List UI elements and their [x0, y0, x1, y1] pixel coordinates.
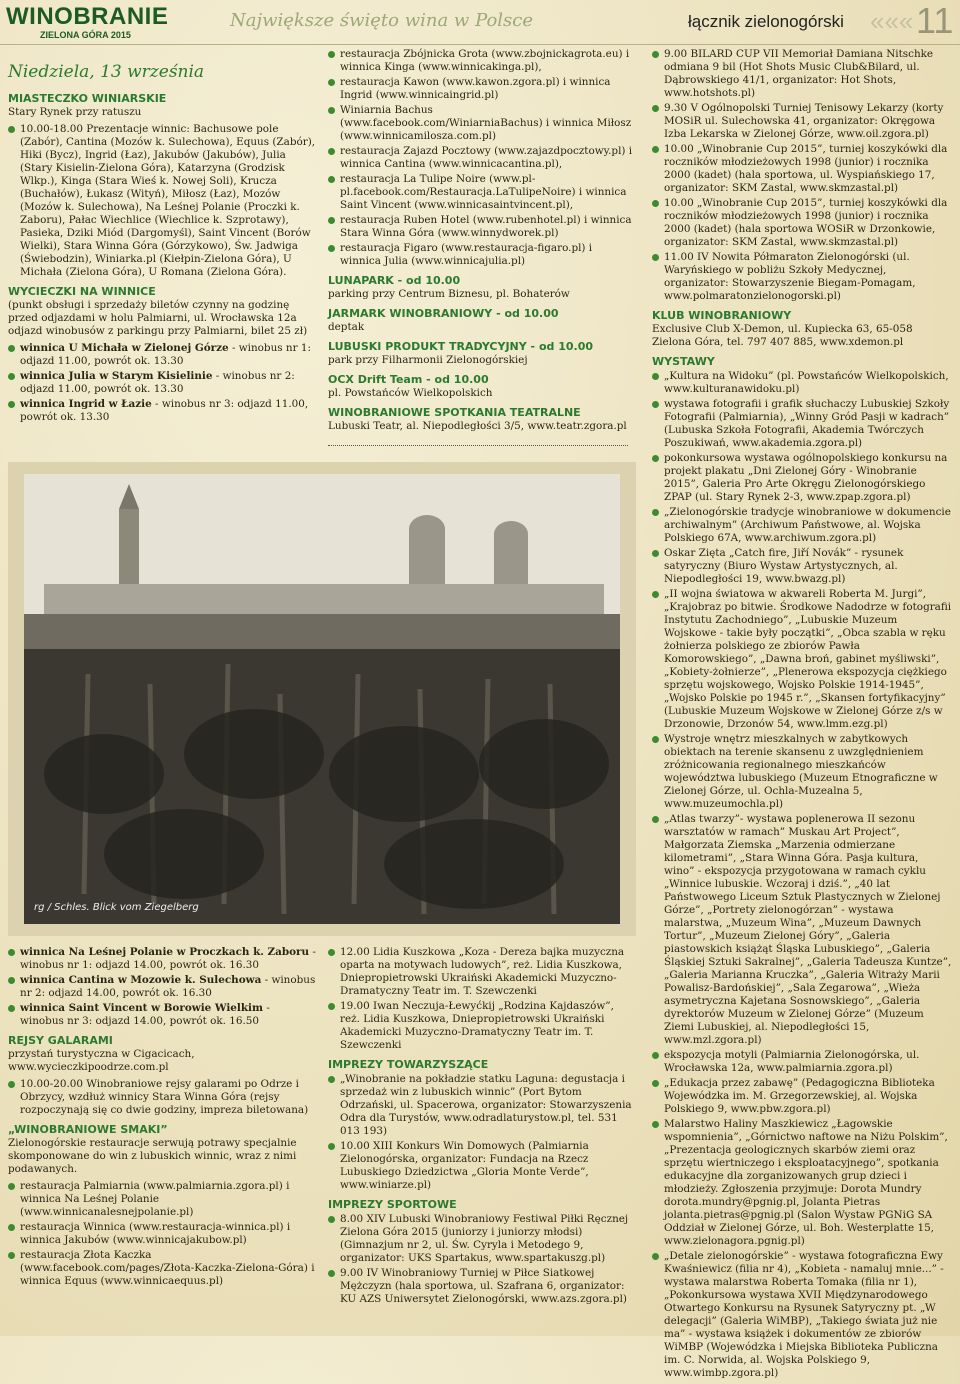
- page-number: 11: [916, 0, 954, 41]
- list-item: „Winobranie na pokładzie statku Laguna: degustacja i sprzedaż win z lubuskich winnic” (Port Bytom Odrzański, ul. Spacerowa, organizator: Stowarzyszenia Odra dla Turystów, www.odradlaturystow.pl, tel. 531 013 193): [328, 1073, 636, 1138]
- section-title: WYCIECZKI NA WINNICE: [8, 285, 156, 298]
- list-item: winnica Julia w Starym Kisielinie - winobus nr 2: odjazd 11.00, powrót ok. 13.30: [8, 370, 316, 396]
- tour-list: [8, 342, 316, 424]
- list-item: 10.00 „Winobranie Cup 2015”, turniej koszykówki dla roczników młodzieżowych 1998 (junior) i rocznika 2000 (kadet) (hala sportowa WOSiR w Drzonkowie, organizator: SKM Zastal, www.skmzastal.pl): [652, 197, 952, 249]
- section-description: (punkt obsługi i sprzedaży biletów czynny na godzinę przed odjazdami w holu Palmiarni, ul. Wrocławska 12a odjazd winobusów z parkingu przy Palmiarni, bilet 25 zł): [8, 299, 308, 337]
- section-text: Zielonogórskie restauracje serwują potrawy specjalnie skomponowane do win z lubuskich winnic, wraz z nimi podawanych.: [8, 1137, 297, 1175]
- tour-list-continued: [8, 946, 316, 1028]
- section-text: deptak: [328, 321, 365, 333]
- section-text: pl. Powstańców Wielkopolskich: [328, 387, 493, 399]
- section-text: Lubuski Teatr, al. Niepodległości 3/5, www.teatr.zgora.pl: [328, 420, 627, 432]
- dotted-divider: [328, 437, 628, 446]
- list-item: Malarstwo Haliny Maszkiewicz „Łagowskie wspomnienia”, „Górnictwo naftowe na Niżu Polskim”, „Prezentacja geologicznych skarbów ziemi oraz sprzętu wiertniczego i eksploatacyjnego”, spotkania edukacyjne dla zorganizowanych grup dzieci i młodzieży. Zgłoszenia przyjmuje: Dorota Mundry dorota.mundry@pgnig.pl, Jolanta Pietras jolanta.pietras@pgnig.pl (Salon Wystaw PGNiG SA Oddział w Zielonej Górze, ul. Boh. Westerplatte 15, www.zielonagora.pgnig.pl): [652, 1118, 952, 1248]
- section-title: LUBUSKI PRODUKT TRADYCYJNY - od 10.00: [328, 340, 594, 353]
- column-2: [328, 46, 636, 452]
- section-text: Exclusive Club X-Demon, ul. Kupiecka 63, 65-058 Zielona Góra, tel. 797 407 885, www.xdemon.pl: [652, 323, 913, 348]
- list-item: restauracja La Tulipe Noire (www.pl-pl.facebook.com/Restauracja.LaTulipeNoire) i winnica Saint Vincent (www.winnicasaintvincent.pl),: [328, 173, 636, 212]
- list-item: pokonkursowa wystawa ogólnopolskiego konkursu na projekt plakatu „Dni Zielonej Góry - Winobranie 2015”, Galeria Pro Arte Okręgu Zielonogórskiego ZPAP (ul. Stary Rynek 2-3, www.zpap.zgora.pl): [652, 452, 952, 504]
- list-item: restauracja Ruben Hotel (www.rubenhotel.pl) i winnica Stara Winna Góra (www.winnydworek.pl): [328, 214, 636, 240]
- list-item: wystawa fotografii i grafik słuchaczy Lubuskiej Szkoły Fotografii (Palmiarnia), „Winny Gród Pasji w kadrach” (Lubuska Szkoła Fotografii, Akademia Twórczych Poszukiwań, www.akademia.zgora.pl): [652, 398, 952, 450]
- exhibition-list: [652, 370, 952, 1380]
- list-item: 10.00-18.00 Prezentacje winnic: Bachusowe pole (Zabór), Cantina (Mozów k. Sulechowa), Equus (Zabór), Hiki (Bycz), Ingrid (Łaz), Jakubów (Jakubów), Julia (Stary Kisielin-Zielona Góra), Katarzyna (Grodzisk Wlkp.), Kinga (Stara Wieś k. Nowej Soli), Krucza (Buchałów), Łukasz (Wityń), Miłosz (Łaz), Mozów (Mozów k. Sulechowa), Na Leśnej Polanie (Proczki k. Zaboru), Pałac Wiechlice (Wiechlice k. Szprotawy), Pasieka, Dziki Miód (Dargomyśl), Saint Vincent (Borów Wielki), Stara Winna Góra (Górzykowo), Św. Jadwiga (Świebodzin), Winiarka.pl (Kiełpin-Zielona Góra), U Michała (Zielona Góra), U Romana (Zielona Góra).: [8, 123, 316, 279]
- sport-events-list: [328, 1213, 636, 1306]
- list-item: Winiarnia Bachus (www.facebook.com/WiniarniaBachus) i winnica Miłosz (www.winnicamilosza.com.pl): [328, 104, 636, 143]
- list-item: 12.00 Lidia Kuszkowa „Koza - Dereza bajka muzyczna oparta na motywach ludowych”, reż. Lidia Kuszkowa, Dniepropietrowski Ukraiński Akademicki Muzyczno-Dramatyczny Teatr im. T. Szewczenki: [328, 946, 636, 998]
- list-item: 10.00 „Winobranie Cup 2015”, turniej koszykówki dla roczników młodzieżowych 1998 (junior) i rocznika 2000 (kadet) (hala sportowa, ul. Wyspiańskiego 17, organizator: SKM Zastal, www.skmzastal.pl): [652, 143, 952, 195]
- list-item: 9.00 IV Winobraniowy Turniej w Piłce Siatkowej Mężczyzn (hala sportowa, ul. Szafrana 6, organizator: KU AZS Uniwersytet Zielonogórski, www.azs.zgora.pl): [328, 1267, 636, 1306]
- theatre-list: [328, 946, 636, 1052]
- slogan: Największe święto wina w Polsce: [230, 10, 534, 31]
- list-item: „Zielonogórskie tradycje winobraniowe w dokumencie archiwalnym” (Archiwum Państwowe, al. Wojska Polskiego 67A, www.archiwum.zgora.pl): [652, 506, 952, 545]
- section-title: MIASTECZKO WINIARSKIE: [8, 92, 167, 105]
- list-item: 19.00 Iwan Neczuja-Łewyćkij „Rodzina Kajdaszów”, reż. Lidia Kuszkowa, Dniepropietrowski Ukraiński Akademicki Muzyczno-Dramatyczny Teatr im. T. Szewczenki: [328, 1000, 636, 1052]
- section-title: WINOBRANIOWE SPOTKANIA TEATRALNE: [328, 406, 581, 419]
- section-title: IMPREZY TOWARZYSZĄCE: [328, 1058, 489, 1071]
- page-header: [0, 0, 960, 44]
- section-title: WYSTAWY: [652, 355, 715, 368]
- list-item: restauracja Kawon (www.kawon.zgora.pl) i winnica Ingrid (www.winnicaingrid.pl): [328, 76, 636, 102]
- newspaper-name: łącznik zielonogórski: [688, 12, 844, 31]
- list-item: Oskar Zięta „Catch fire, Jiří Novák” - rysunek satyryczny (Biuro Wystaw Artystycznych, al. Niepodległości 19, www.bwazg.pl): [652, 547, 952, 586]
- list-item: restauracja Winnica (www.restauracja-winnica.pl) i winnica Jakubów (www.winnicajakubow.pl): [8, 1221, 316, 1247]
- event-list: [8, 123, 316, 279]
- winobranie-logo: WINOBRANIE: [6, 3, 169, 30]
- section-text: przystań turystyczna w Cigacicach, www.wycieczkipoodrze.com.pl: [8, 1048, 195, 1073]
- list-item: restauracja Zajazd Pocztowy (www.zajazdpocztowy.pl) i winnica Cantina (www.winnicacantina.pl),: [328, 145, 636, 171]
- section-title: LUNAPARK - od 10.00: [328, 274, 461, 287]
- list-item: 8.00 XIV Lubuski Winobraniowy Festiwal Piłki Ręcznej Zielona Góra 2015 (juniorzy i juniorzy młodsi) (Gimnazjum nr 2, ul. Św. Cyryla i Metodego 9, organizator: UKS Spartakus, www.spartakuszg.pl): [328, 1213, 636, 1265]
- list-item: 10.00-20.00 Winobraniowe rejsy galarami po Odrze i Obrzycy, wzdłuż winnicy Stara Winna Góra (rejsy rozpoczynają się co dwie godziny, impreza biletowana): [8, 1078, 316, 1117]
- list-item: „Detale zielonogórskie” - wystawa fotograficzna Ewy Kwaśniewicz (filia nr 4), „Kobieta - namaluj mnie...” - wystawa malarstwa Roberta Tomaka (filia nr 1), „Pokonkursowa wystawa XVII Międzynarodowego Otwartego Konkursu na Rysunek Satyryczny pt. „W delegacji” (Galeria WiMBP), „Takiego świata już nie ma” - wystawa książek i dokumentów ze zbiorów WiMBP (Wojewódzka i Miejska Biblioteka Publiczna im. C. Norwida, al. Wojska Polskiego 9, www.wimbp.zgora.pl): [652, 1250, 952, 1380]
- list-item: „Atlas twarzy”- wystawa poplenerowa II sezonu warsztatów w ramach” Muskau Art Project”, Małgorzata Ziemska „Marzenia odmierzane kilometrami”, „Stara Winna Góra. Pasja kultura, wino” - ekspozycja przygotowana w ramach cyklu „Winnice lubuskie. Wczoraj i dziś.”, „40 lat Państwowego Liceum Sztuk Plastycznych w Zielonej Górze”, „Portrety zielonogórzan” - wystawa malarstwa, „Muzeum Wina”, „Muzeum Dawnych Tortur”, „Muzeum Zielonej Góry”, „Galeria piastowskich książąt Śląska Lubuskiego”, „Galeria Śląskiej Sztuki Sakralnej”, „Galeria Tadeusza Kuntze”, „Galeria Marianna Kruczka”, „Galeria Witraży Marii Powalisz-Bardońskiej”, „Sala Zegarowa”, „Wieża asymetryczna Kajetana Sosnowskiego”, „Galeria dyrektorów Muzeum w Zielonej Górze” (Muzeum Ziemi Lubuskiej, al. Niepodległości 15, www.mzl.zgora.pl): [652, 813, 952, 1047]
- section-title: IMPREZY SPORTOWE: [328, 1198, 457, 1211]
- column-3: [652, 46, 952, 1384]
- list-item: „II wojna światowa w akwareli Roberta M. Jurgi”, „Krajobraz po bitwie. Środkowe Nadodrze w fotografii Instytutu Zachodniego”, „Lubuskie Muzeum Wojskowe - takie były początki”, „Obca szabla w ręku żołnierza polskiego ze zbiorów Pawła Komorowskiego”, „Dawna broń, gabinet myśliwski”, „Kobiety-żołnierze”, „Plenerowa ekspozycja ciężkiego sprzętu wojskowego, Wojsko Polskie 1914-1945”, „Wojsko Polskie po 1945 r.”, „Skansen fortyfikacyjny” (Lubuskie Muzeum Wojskowe w Zielonej Górze z/s w Drzonowie, Drzonów 54, www.lmm.ezg.pl): [652, 588, 952, 731]
- menu-list: [8, 1180, 316, 1288]
- side-events-list: [328, 1073, 636, 1192]
- list-item: winnica Na Leśnej Polanie w Proczkach k. Zaboru - winobus nr 1: odjazd 14.00, powrót ok. 16.30: [8, 946, 316, 972]
- restaurant-list: [328, 48, 636, 268]
- sport-list: [652, 48, 952, 303]
- list-item: „Edukacja przez zabawę” (Pedagogiczna Biblioteka Wojewódzka im. M. Grzegorzewskiej, al. Wojska Polskiego 9, www.pbw.zgora.pl): [652, 1077, 952, 1116]
- list-item: ekspozycja motyli (Palmiarnia Zielonogórska, ul. Wrocławska 12a, www.palmiarnia.zgora.pl): [652, 1049, 952, 1075]
- list-item: 11.00 IV Nowita Półmaraton Zielonogórski (ul. Waryńskiego w pobliżu Szkoły Medycznej, organizator: Stowarzyszenie Biegam-Pomagam, www.polmaratonzielonogorski.pl): [652, 251, 952, 303]
- column-1: [8, 62, 316, 428]
- list-item: 9.00 BILARD CUP VII Memoriał Damiana Nitschke odmiana 9 bil (Hot Shots Music Club&Bilard, ul. Dąbrowskiego 41/1, organizator: Hot Shots, www.hotshots.pl): [652, 48, 952, 100]
- chevrons-icon: «««: [870, 6, 914, 36]
- list-item: Wystroje wnętrz mieszkalnych w zabytkowych obiektach na terenie skansenu z uwzględnieniem zróżnicowania regionalnego mieszkańców województwa lubuskiego (Muzeum Etnograficzne w Zielonej Górze, ul. Ochla-Muzealna 5, www.muzeumochla.pl): [652, 733, 952, 811]
- column-2-bottom: [328, 944, 636, 1310]
- section-title: OCX Drift Team - od 10.00: [328, 373, 489, 386]
- section-title: „WINOBRANIOWE SMAKI”: [8, 1123, 168, 1136]
- photo-image: [24, 474, 620, 924]
- list-item: 9.30 V Ogólnopolski Turniej Tenisowy Lekarzy (korty MOSiR ul. Sulechowska 41, organizator: Okręgowa Izba Lekarska w Zielonej Górze, www.oil.zgora.pl): [652, 102, 952, 141]
- cruise-list: [8, 1078, 316, 1117]
- list-item: winnica U Michała w Zielonej Górze - winobus nr 1: odjazd 11.00, powrót ok. 13.30: [8, 342, 316, 368]
- list-item: 10.00 XIII Konkurs Win Domowych (Palmiarnia Zielonogórska, organizator: Fundacja na Rzecz Lubuskiego Dziedzictwa „Gloria Monte Verde”, www.winiarze.pl): [328, 1140, 636, 1192]
- list-item: restauracja Zbójnicka Grota (www.zbojnickagrota.eu) i winnica Kinga (www.winnicakinga.pl),: [328, 48, 636, 74]
- section-title: KLUB WINOBRANIOWY: [652, 309, 792, 322]
- section-subtitle: Stary Rynek przy ratuszu: [8, 106, 142, 118]
- header-divider: [0, 44, 960, 45]
- photo-caption: rg / Schles. Blick vom Ziegelberg: [34, 902, 199, 913]
- section-title: JARMARK WINOBRANIOWY - od 10.00: [328, 307, 559, 320]
- list-item: winnica Ingrid w Łazie - winobus nr 3: odjazd 11.00, powrót ok. 13.30: [8, 398, 316, 424]
- list-item: restauracja Złota Kaczka (www.facebook.com/pages/Złota-Kaczka-Zielona-Góra) i winnica Equus (www.winnicaequus.pl): [8, 1249, 316, 1288]
- list-item: winnica Saint Vincent w Borowie Wielkim - winobus nr 3: odjazd 14.00, powrót ok. 16.50: [8, 1002, 316, 1028]
- logo-subtitle: ZIELONA GÓRA 2015: [40, 30, 131, 40]
- vineyard-illustration: [24, 474, 620, 924]
- section-title: REJSY GALARAMI: [8, 1034, 113, 1047]
- list-item: „Kultura na Widoku” (pl. Powstańców Wielkopolskich, www.kulturanawidoku.pl): [652, 370, 952, 396]
- day-title: Niedziela, 13 września: [8, 62, 205, 82]
- section-text: park przy Filharmonii Zielonogórskiej: [328, 354, 528, 366]
- list-item: restauracja Figaro (www.restauracja-figaro.pl) i winnica Julia (www.winnicajulia.pl): [328, 242, 636, 268]
- list-item: winnica Cantina w Mozowie k. Sulechowa - winobus nr 2: odjazd 14.00, powrót ok. 16.30: [8, 974, 316, 1000]
- list-item: restauracja Palmiarnia (www.palmiarnia.zgora.pl) i winnica Na Leśnej Polanie (www.winnicanalesnejpolanie.pl): [8, 1180, 316, 1219]
- section-text: parking przy Centrum Biznesu, pl. Bohaterów: [328, 288, 570, 300]
- historic-vineyard-photo: [8, 462, 636, 936]
- column-1-bottom: [8, 944, 316, 1292]
